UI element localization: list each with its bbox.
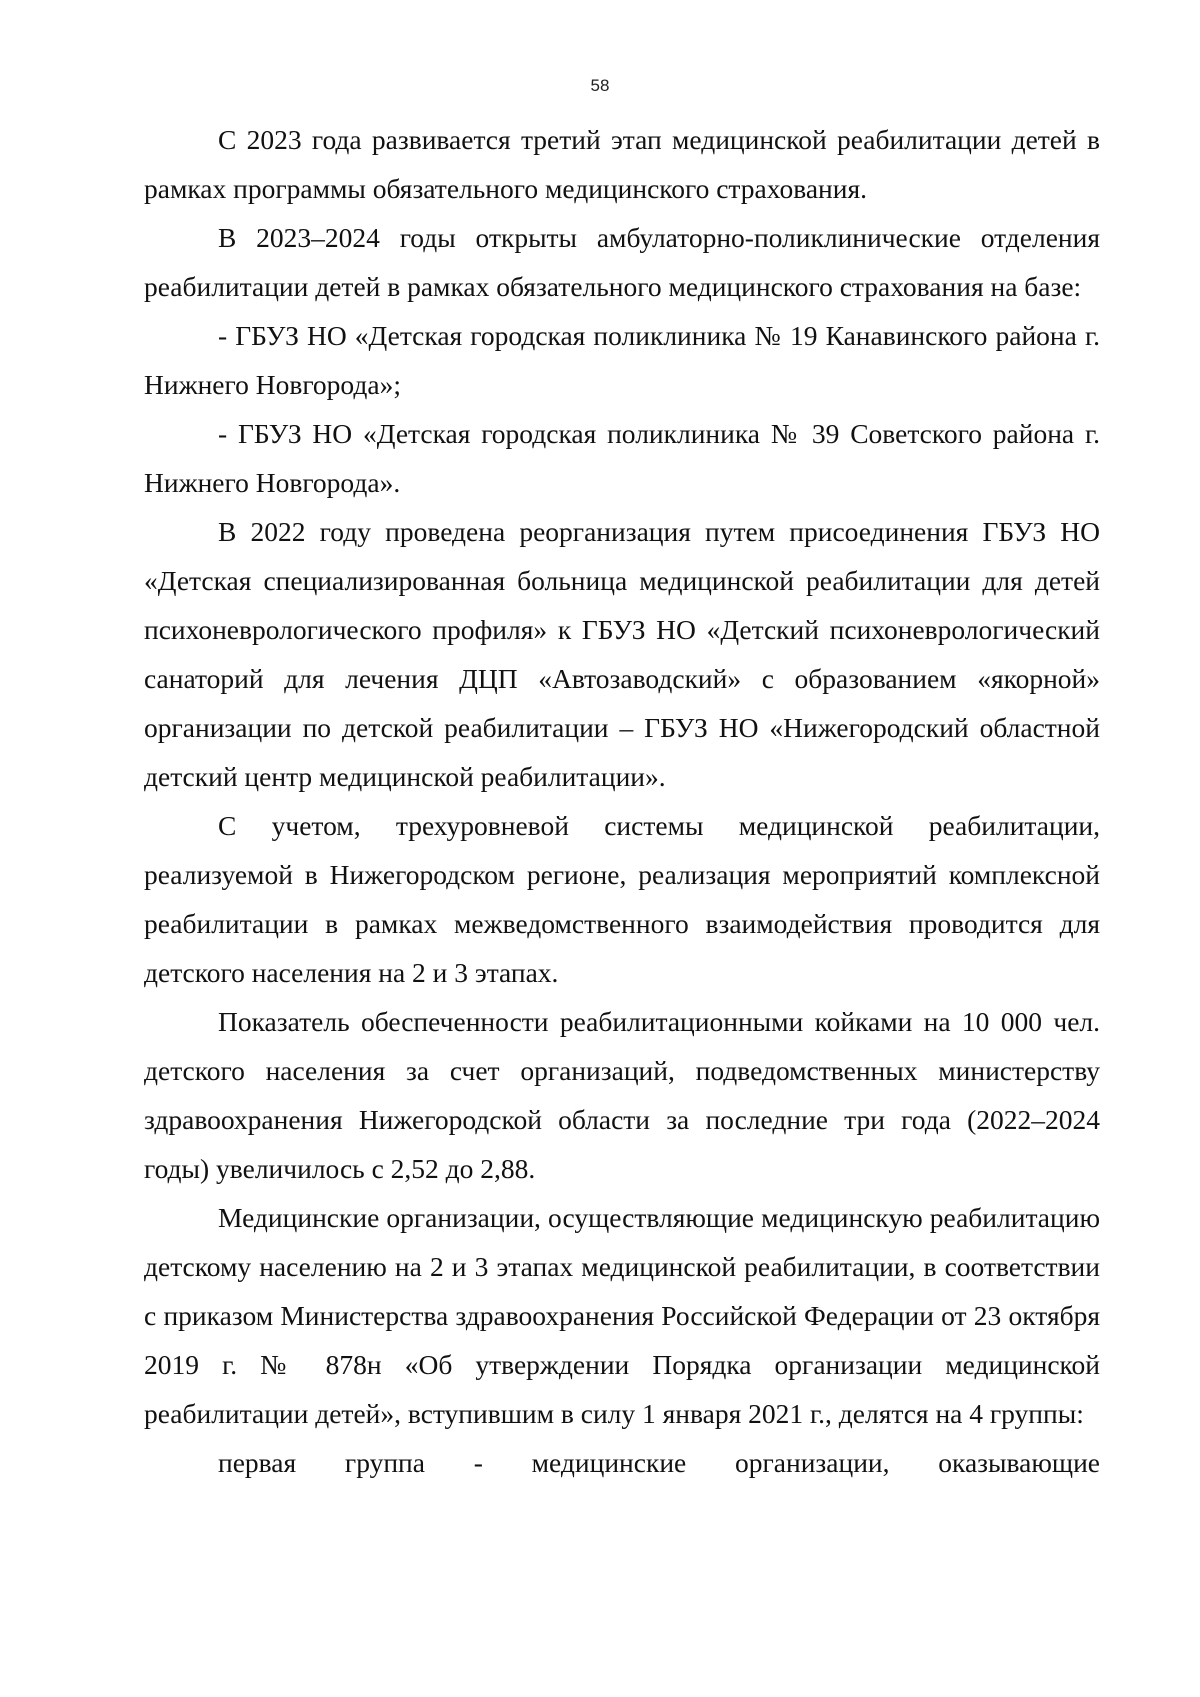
paragraph-first-group: первая группа - медицинские организации, оказывающие: [218, 1447, 1100, 1478]
paragraph-medical-organizations: Медицинские организации, осуществляющие медицинскую реабилитацию детскому населению на 2 и 3 этапах медицинской реабилитации, в соответствии с приказом Министерства здравоохранения Российской Федерации от 23 октября 2019 г. № 878н «Об утверждении Порядка организации медицинской реабилитации детей», вступившим в силу 1 января 2021 г., делятся на 4 группы:: [144, 1202, 1100, 1429]
paragraph-rehab-stage-three: С 2023 года развивается третий этап медицинской реабилитации детей в рамках программы обязательного медицинского страхования.: [144, 124, 1100, 204]
list-item-polyclinic-39: - ГБУЗ НО «Детская городская поликлиника № 39 Советского района г. Нижнего Новгорода».: [144, 418, 1100, 498]
paragraph-three-level-system: С учетом, трехуровневой системы медицинской реабилитации, реализуемой в Нижегородском регионе, реализация мероприятий комплексной реабилитации в рамках межведомственного взаимодействия проводится для детского населения на 2 и 3 этапах.: [144, 810, 1100, 988]
paragraph-reorganization: В 2022 году проведена реорганизация путем присоединения ГБУЗ НО «Детская специализированная больница медицинской реабилитации для детей психоневрологического профиля» к ГБУЗ НО «Детский психоневрологический санаторий для лечения ДЦП «Автозаводский» с образованием «якорной» организации по детской реабилитации – ГБУЗ НО «Нижегородский областной детский центр медицинской реабилитации».: [144, 516, 1100, 792]
document-body: [144, 115, 1100, 1487]
list-item-polyclinic-19: - ГБУЗ НО «Детская городская поликлиника № 19 Канавинского района г. Нижнего Новгорода»;: [144, 320, 1100, 400]
page-number: 58: [590, 76, 610, 95]
paragraph-bed-availability: Показатель обеспеченности реабилитационными койками на 10 000 чел. детского населения за счет организаций, подведомственных министерству здравоохранения Нижегородской области за последние три года (2022–2024 годы) увеличилось с 2,52 до 2,88.: [144, 1006, 1100, 1184]
paragraph-outpatient-departments: В 2023–2024 годы открыты амбулаторно-поликлинические отделения реабилитации детей в рамках обязательного медицинского страхования на базе:: [144, 222, 1100, 302]
